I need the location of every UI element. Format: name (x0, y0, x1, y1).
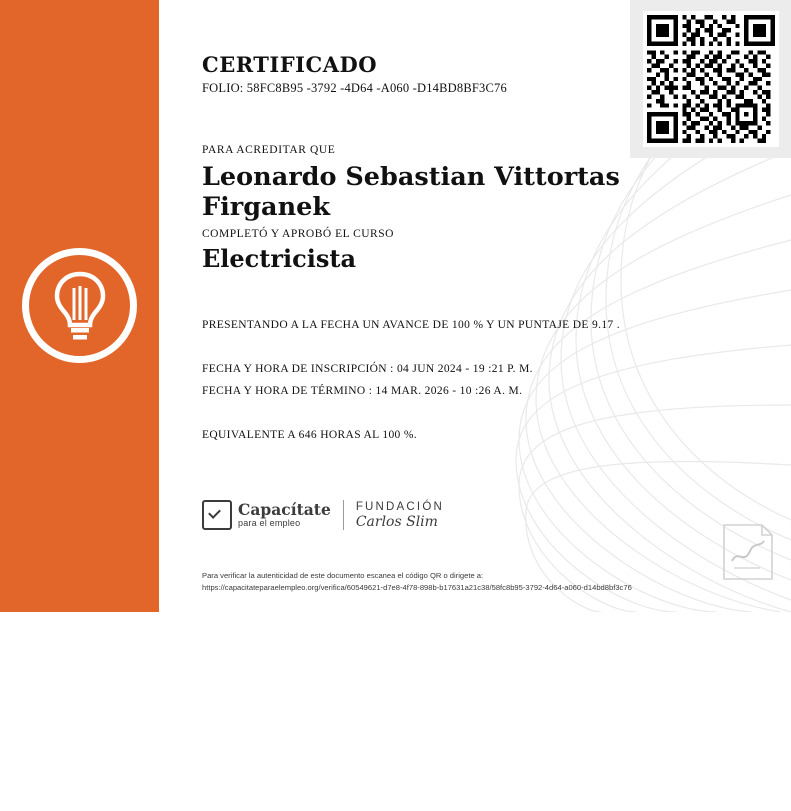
logo-row (202, 495, 444, 535)
fundacion-wordmark: FUNDACIÓN (355, 500, 444, 513)
capacitate-logo (202, 500, 331, 530)
carlos-slim-signature: Carlos Slim (355, 513, 438, 530)
qr-code[interactable] (643, 11, 779, 147)
fundacion-logo (356, 501, 444, 530)
capacitate-tagline: para el empleo (238, 518, 301, 529)
course-name: Electricista (202, 244, 357, 274)
qr-panel (630, 0, 791, 158)
checkmark-icon (202, 500, 232, 530)
folio-number: FOLIO: 58FC8B95 -3792 -4D64 -A060 -D14BD8BF3C76 (202, 81, 507, 96)
progress-line: PRESENTANDO A LA FECHA UN AVANCE DE 100 % Y UN PUNTAJE DE 9.17 . (202, 319, 620, 332)
certificate-title: CERTIFICADO (202, 52, 377, 77)
student-name: Leonardo Sebastian Vittortas Firganek (202, 162, 620, 223)
enrollment-date-line: FECHA Y HORA DE INSCRIPCIÓN : 04 JUN 2024 - 19 :21 P. M. (202, 363, 533, 376)
logo-divider (343, 500, 344, 530)
verification-note (202, 570, 672, 594)
lightbulb-icon (50, 270, 110, 342)
para-acreditar-label: PARA ACREDITAR QUE (202, 144, 336, 157)
qr-code-image (647, 15, 775, 143)
completed-label: COMPLETÓ Y APROBÓ EL CURSO (202, 228, 394, 241)
completion-date-line: FECHA Y HORA DE TÉRMINO : 14 MAR. 2026 - 10 :26 A. M. (202, 385, 523, 398)
capacitate-wordmark: Capacítate (238, 499, 331, 519)
verification-line-1: Para verificar la autenticidad de este documento escanea el código QR o dirigete a: (202, 571, 484, 580)
certificate-body (202, 0, 632, 441)
hours-equivalence-line: EQUIVALENTE A 646 HORAS AL 100 %. (202, 429, 418, 442)
signature-seal-icon (718, 521, 778, 583)
lightbulb-emblem (22, 248, 137, 363)
verification-url[interactable]: https://capacitateparaelempleo.org/verifica/60549621-d7e8-4f78-898b-b17631a21c38/58fc8b95-3792-4d64-a060-d14bd8bf3c76 (202, 582, 632, 592)
